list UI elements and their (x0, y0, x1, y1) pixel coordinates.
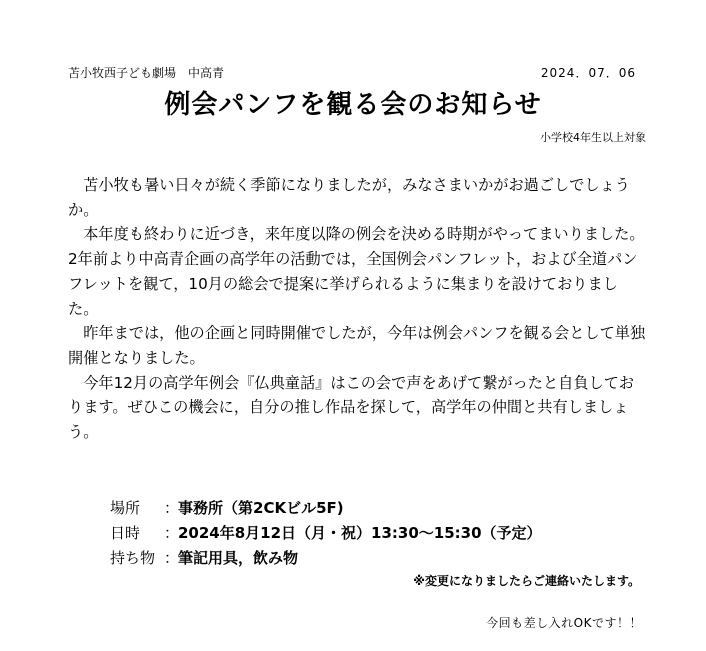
organization-name: 苫小牧西子ども劇場 中高青 (68, 66, 225, 80)
detail-colon: ： (164, 524, 180, 542)
detail-value: 筆記用具，飲み物 (178, 549, 299, 567)
detail-row-datetime (110, 521, 542, 546)
detail-value: 2024年8月12日（月・祝）13:30～15:30（予定） (178, 524, 542, 542)
detail-label: 日時 (110, 524, 141, 542)
detail-colon: ： (164, 549, 180, 567)
detail-row-place (110, 496, 542, 521)
detail-label: 場所 (110, 499, 141, 517)
detail-colon: ： (164, 499, 180, 517)
body-text (68, 173, 648, 445)
issue-date: 2024．07．06 (540, 66, 636, 80)
body-paragraph: 本年度も終わりに近づき，来年度以降の例会を決める時期がやってまいりました。2年前より中高青企画の高学年の活動では，全国例会パンフレット，および全道パンフレットを観て，10月の総会で提案に挙げられるように集まりを設けておりました。 (68, 225, 645, 318)
body-paragraph: 今年12月の高学年例会『仏典童話』はこの会で声をあげて繋がったと自負しております。ぜひこの機会に，自分の推し作品を探して，高学年の仲間と共有しましょう。 (68, 373, 635, 442)
body-paragraph: 苫小牧も暑い日々が続く季節になりましたが，みなさまいかがお過ごしでしょうか。 (68, 176, 630, 219)
body-paragraph: 昨年までは，他の企画と同時開催でしたが，今年は例会パンフを観る会として単独開催となりました。 (68, 324, 646, 367)
detail-value: 事務所（第2CKビル5F) (178, 499, 344, 517)
change-note: ※変更になりましたらご連絡いたします。 (413, 574, 640, 588)
detail-row-belongings (110, 546, 542, 571)
closing-message: 今回も差し入れOKです！！ (486, 616, 642, 630)
event-details (110, 496, 542, 571)
page-title: 例会パンフを観る会のお知らせ (164, 90, 542, 120)
target-audience: 小学校4年生以上対象 (540, 131, 646, 144)
detail-label: 持ち物 (110, 549, 156, 567)
